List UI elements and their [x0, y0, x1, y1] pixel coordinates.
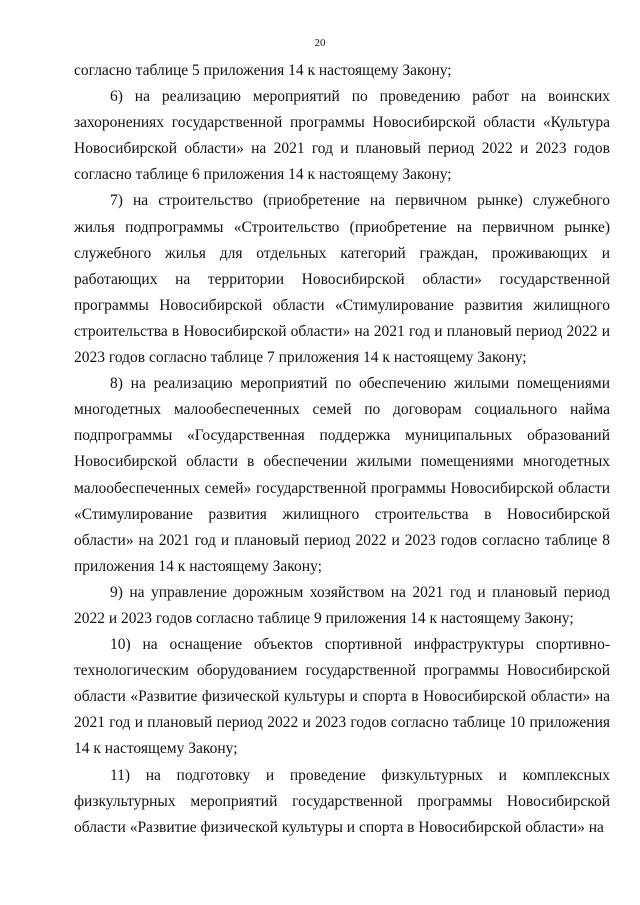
paragraph-item-7: 7) на строительство (приобретение на первичном рынке) служебного жилья подпрограммы «Строительство (приобретение на первичном рынке) служебного жилья для отдельных категорий граждан, проживающих и работающих на территории Новосибирской области» государственной программы Новосибирской области «Стимулирование развития жилищного строительства в Новосибирской области» на 2021 год и плановый период 2022 и 2023 годов согласно таблице 7 приложения 14 к настоящему Закону; [74, 192, 610, 367]
paragraph-item-9: 9) на управление дорожным хозяйством на 2021 год и плановый период 2022 и 2023 годов согласно таблице 9 приложения 14 к настоящему Закону; [74, 583, 610, 627]
paragraph-item-10: 10) на оснащение объектов спортивной инфраструктуры спортивно-технологическим оборудованием государственной программы Новосибирской области «Развитие физической культуры и спорта в Новосибирской области» на 2021 год и плановый период 2022 и 2023 годов согласно таблице 10 приложения 14 к настоящему Закону; [74, 636, 610, 758]
paragraph-item-11: 11) на подготовку и проведение физкультурных и комплексных физкультурных мероприятий государственной программы Новосибирской области «Развитие физической культуры и спорта в Новосибирской области» на [74, 766, 610, 836]
page-number: 20 [314, 37, 326, 49]
paragraph-continuation: согласно таблице 5 приложения 14 к настоящему Закону; [74, 62, 452, 79]
paragraph-item-6: 6) на реализацию мероприятий по проведению работ на воинских захоронениях государственной программы Новосибирской области «Культура Новосибирской области» на 2021 год и плановый период 2022 и 2023 годов согласно таблице 6 приложения 14 к настоящему Закону; [74, 88, 610, 184]
paragraph-item-8: 8) на реализацию мероприятий по обеспечению жилыми помещениями многодетных малообеспеченных семей по договорам социального найма подпрограммы «Государственная поддержка муниципальных образований Новосибирской области в обеспечении жилыми помещениями многодетных малообеспеченных семей» государственной программы Новосибирской области «Стимулирование развития жилищного строительства в Новосибирской области» на 2021 год и плановый период 2022 и 2023 годов согласно таблице 8 приложения 14 к настоящему Закону; [74, 375, 610, 575]
document-body [74, 58, 610, 841]
